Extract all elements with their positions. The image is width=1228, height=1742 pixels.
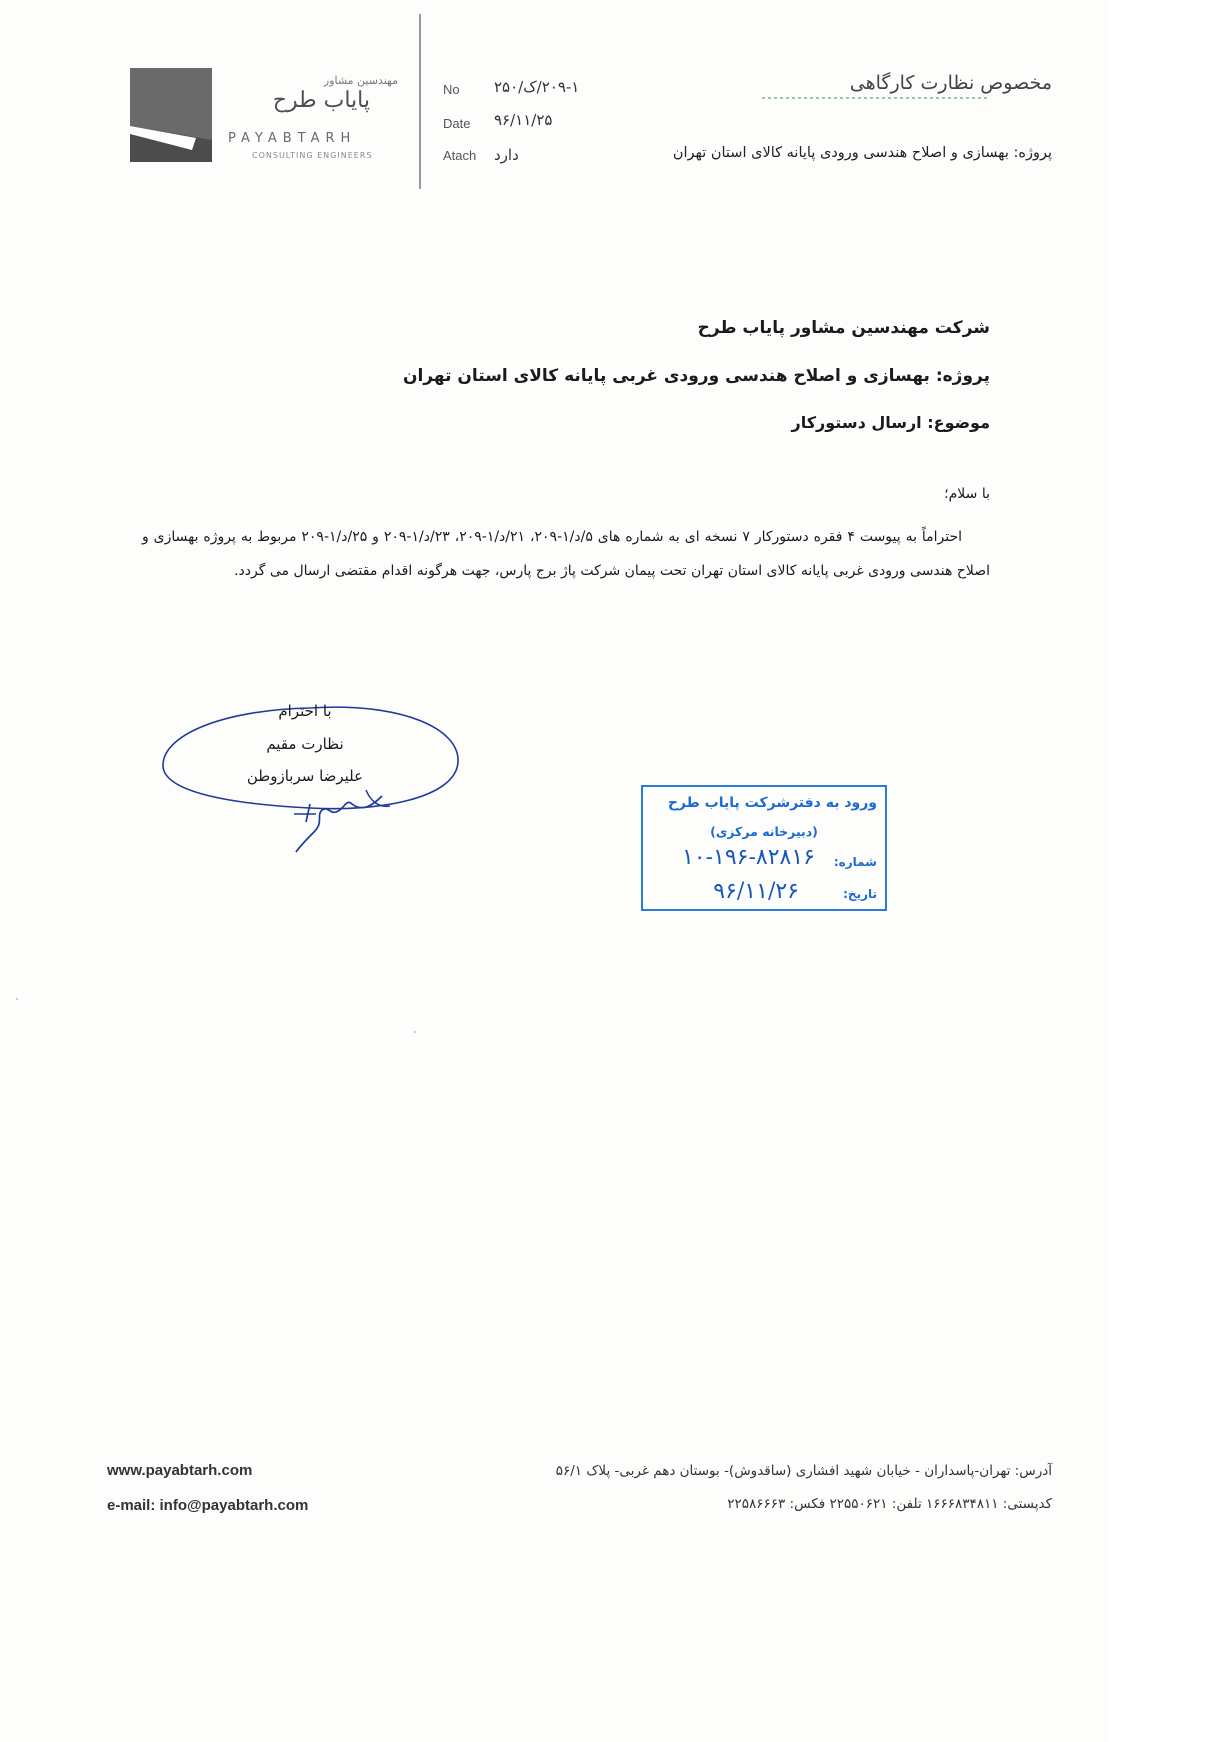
sig-closing: با احترام [278,702,332,720]
sig-title: نظارت مقیم [266,735,344,753]
stamp-title: ورود به دفترشرکت پایاب طرح [667,795,877,811]
attach-label: Atach [443,148,477,163]
footer-address: آدرس: تهران-پاسداران - خیابان شهید افشاری (ساقدوش)- بوستان دهم غربی- پلاک ۵۶/۱ [555,1463,1052,1479]
scan-speck [16,998,18,1000]
stamp-number-value: ۱۰-۱۹۶-۸۲۸۱۶ [681,845,815,870]
logo-tagline: CONSULTING ENGINEERS [252,151,373,160]
attach-value: دارد [494,146,519,164]
subject: موضوع: ارسال دستورکار [791,413,990,432]
handwritten-signature [286,776,396,854]
date-value: ۹۶/۱۱/۲۵ [494,111,553,129]
date-label: Date [443,116,471,131]
scan-speck [414,1031,416,1033]
header-project: پروژه: بهسازی و اصلاح هندسی ورودی پایانه کالای استان تهران [672,145,1052,161]
stamp-number-label: شماره: [833,855,877,869]
special-header: مخصوص نظارت کارگاهی [849,72,1052,94]
sig-name: علیرضا سربازوطن [246,767,364,785]
logo-caption: مهندسین مشاور [323,74,398,87]
number-value: ۲۰۹-۱/ک/۲۵۰ [494,78,580,96]
stamp-subtitle: (دبیرخانه مرکزی) [710,824,818,839]
special-underline [762,97,990,99]
letter-body [142,520,990,588]
recipient: شرکت مهندسین مشاور پایاب طرح [697,318,990,338]
project-title: پروژه: بهسازی و اصلاح هندسی ورودی غربی پایانه کالای استان تهران [402,366,990,386]
number-label: No [443,82,460,97]
body-paragraph: احتراماً به پیوست ۴ فقره دستورکار ۷ نسخه ای به شماره های ۵/د/۱-۲۰۹، ۲۱/د/۱-۲۰۹، ۲۳/د/۱-۲۰۹ و ۲۵/د/۱-۲۰۹ مربوط به پروژه بهسازی و اصلاح هندسی ورودی غربی پایانه کالای استان تهران تحت پیمان شرکت پاژ برج پارس، جهت هرگونه اقدام مقتضی ارسال می گردد. [142,529,990,579]
stamp-date-label: تاریخ: [843,887,877,901]
logo-name-fa: پایاب طرح [272,88,370,113]
receipt-stamp [641,785,887,911]
logo-name-en: PAYABTARH [228,131,357,146]
footer-contact: کدپستی: ۱۶۶۶۸۳۴۸۱۱ تلفن: ۲۲۵۵۰۶۲۱ فکس: ۲۲۵۸۶۶۶۳ [727,1496,1052,1512]
payabtarh-logo-mark [130,68,212,162]
footer-website: www.payabtarh.com [107,1462,253,1479]
footer-email: e-mail: info@payabtarh.com [107,1497,309,1514]
header-divider [419,14,421,189]
greeting: با سلام؛ [944,486,990,502]
stamp-date-value: ۹۶/۱۱/۲۶ [713,879,799,904]
